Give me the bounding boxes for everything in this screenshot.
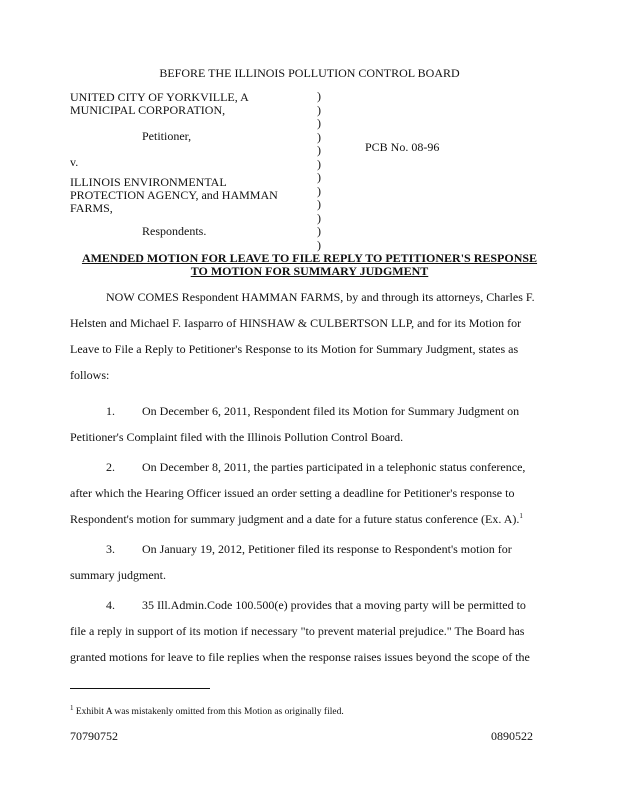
intro-line-2: Helsten and Michael F. Iasparro of HINSHAW & CULBERTSON LLP, and for its Motion for — [70, 316, 522, 330]
paragraph-3-line-1: On January 19, 2012, Petitioner filed its response to Respondent's motion for — [142, 542, 512, 556]
caption-paren: ) — [317, 183, 321, 198]
caption-paren: ) — [317, 116, 321, 130]
versus-label: v. — [70, 155, 79, 169]
motion-title-line-2: TO MOTION FOR SUMMARY JUDGMENT — [190, 264, 429, 278]
paragraph-3-line-2: summary judgment. — [70, 568, 166, 582]
board-title: BEFORE THE ILLINOIS POLLUTION CONTROL BOARD — [159, 66, 460, 80]
paragraph-4-line-1: 35 Ill.Admin.Code 100.500(e) provides that a moving party will be permitted to — [142, 598, 526, 612]
paragraph-2-line-3-text: Respondent's motion for summary judgment and a date for a future status conference (Ex. A). — [70, 512, 520, 526]
motion-title-line-1: AMENDED MOTION FOR LEAVE TO FILE REPLY TO PETITIONER'S RESPONSE — [81, 251, 538, 265]
paragraph-4-line-2: file a reply in support of its motion if necessary "to prevent material prejudice." The Board has — [70, 624, 525, 638]
paragraph-number: 4. — [106, 598, 115, 612]
caption-paren: ) — [317, 156, 321, 171]
caption-paren: ) — [317, 224, 321, 238]
paragraph-2-line-3 — [70, 512, 523, 526]
paragraph-number: 1. — [106, 404, 115, 418]
intro-line-3: Leave to File a Reply to Petitioner's Response to its Motion for Summary Judgment, states as — [70, 342, 519, 356]
footnote — [70, 703, 344, 718]
respondent-role: Respondents. — [142, 224, 207, 238]
footnote-ref[interactable]: 1 — [519, 512, 523, 520]
footer-file-number: 0890522 — [491, 729, 533, 743]
caption-paren: ) — [317, 143, 321, 157]
paragraph-1-line-1: On December 6, 2011, Respondent filed its Motion for Summary Judgment on — [142, 404, 520, 418]
footnote-divider — [70, 688, 210, 689]
caption-paren-column — [317, 90, 325, 252]
petitioner-line-1: UNITED CITY OF YORKVILLE, A — [70, 90, 249, 104]
paragraph-2-line-2: after which the Hearing Officer issued an order setting a deadline for Petitioner's response to — [70, 486, 515, 500]
respondent-line-3: FARMS, — [70, 201, 113, 215]
petitioner-role: Petitioner, — [142, 129, 192, 143]
petitioner-line-2: MUNICIPAL CORPORATION, — [70, 103, 226, 117]
intro-line-1: NOW COMES Respondent HAMMAN FARMS, by and through its attorneys, Charles F. — [106, 290, 535, 304]
paragraph-2-line-1: On December 8, 2011, the parties participated in a telephonic status conference, — [142, 460, 526, 474]
paragraph-number: 2. — [106, 460, 115, 474]
footer-document-id: 70790752 — [70, 729, 118, 743]
footnote-number: 1 — [70, 703, 74, 712]
case-number: PCB No. 08-96 — [365, 140, 440, 154]
caption-paren: ) — [317, 129, 321, 144]
caption-paren: ) — [317, 170, 321, 184]
caption-paren: ) — [317, 89, 321, 103]
caption-paren: ) — [317, 102, 321, 117]
respondent-line-1: ILLINOIS ENVIRONMENTAL — [70, 175, 227, 189]
paragraph-1-line-2: Petitioner's Complaint filed with the Illinois Pollution Control Board. — [70, 430, 404, 444]
intro-line-4: follows: — [70, 368, 110, 382]
caption-paren: ) — [317, 197, 321, 211]
paragraph-4-line-3: granted motions for leave to file replies when the response raises issues beyond the scope of the — [70, 650, 530, 664]
caption-paren: ) — [317, 237, 321, 252]
caption-paren: ) — [317, 210, 321, 225]
respondent-line-2: PROTECTION AGENCY, and HAMMAN — [70, 188, 278, 202]
paragraph-number: 3. — [106, 542, 115, 556]
footnote-text: Exhibit A was mistakenly omitted from this Motion as originally filed. — [75, 707, 344, 717]
